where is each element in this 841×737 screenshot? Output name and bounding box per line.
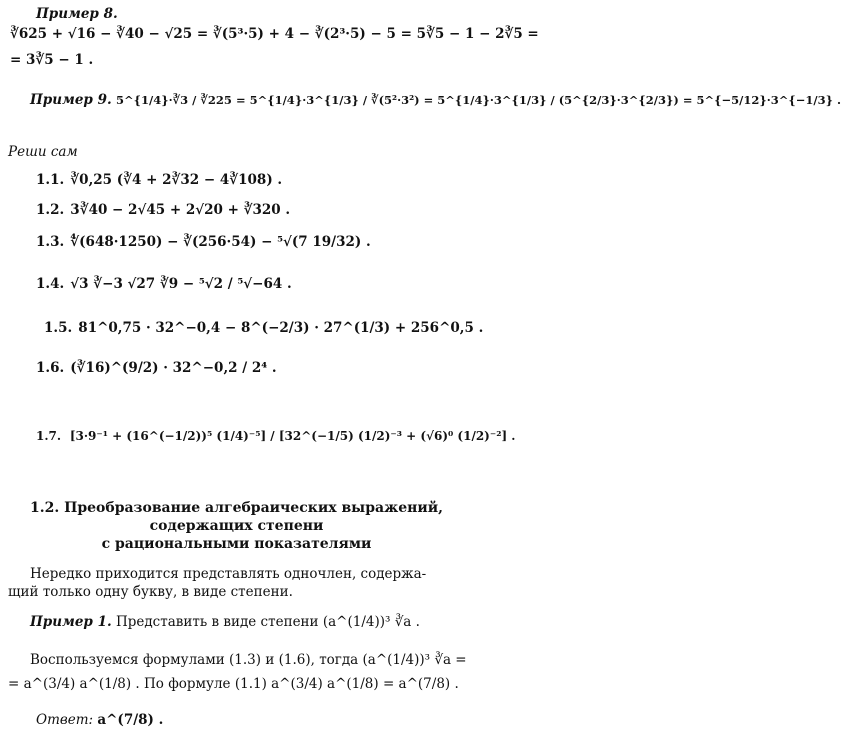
exercise-1-1 [36,172,282,188]
exercise-number: 1.4. [36,276,65,292]
exercise-expr: ∜(648·1250) − ∛(256·54) − ⁵√(7 19/32) . [70,234,371,250]
exercise-number: 1.2. [36,202,65,218]
exercise-number: 1.5. [44,320,73,336]
example8-line2: = 3∛5 − 1 . [10,52,94,68]
exercise-1-6 [36,360,277,376]
exercise-expr: 3∛40 − 2√45 + 2√20 + ∛320 . [70,202,291,218]
paragraph1-line1: Нередко приходится представлять одночлен, содержа- [30,566,427,582]
exercise-number: 1.6. [36,360,65,376]
example1 [30,614,420,630]
answer [36,712,163,728]
answer-label: Ответ: [36,712,94,728]
example9 [30,92,841,108]
exercise-expr: √3 ∛−3 √27 ∛9 − ⁵√2 / ⁵√−64 . [70,276,292,292]
exercise-expr: [3·9⁻¹ + (16^(−1/2))⁵ (1/4)⁻⁵] / [32^(−1/5) (1/2)⁻³ + (√6)⁰ (1/2)⁻²] . [69,429,516,443]
exercise-expr: (∛16)^(9/2) · 32^−0,2 / 2⁴ . [70,360,277,376]
paragraph2-line1: Воспользуемся формулами (1.3) и (1.6), тогда (a^(1/4))³ ∛a = [30,652,467,668]
answer-value: a^(7/8) . [97,712,164,728]
exercise-1-2 [36,202,290,218]
exercise-number: 1.3. [36,234,65,250]
paragraph2-line2: = a^(3/4) a^(1/8) . По формуле (1.1) a^(3/4) a^(1/8) = a^(7/8) . [8,676,459,692]
example1-label: Пример 1. [30,614,112,630]
exercise-expr: ∛0,25 (∛4 + 2∛32 − 4∛108) . [70,172,283,188]
exercise-number: 1.1. [36,172,65,188]
example9-expr: 5^{1/4}·∛3 / ∛225 = 5^{1/4}·3^{1/3} / ∛(5²·3²) = 5^{1/4}·3^{1/3} / (5^{2/3}·3^{2/3}) = 5^{−5/12}·3^{−1/3} . [115,93,841,107]
section-title-line3: с рациональными показателями [101,536,372,552]
paragraph1-line2: щий только одну букву, в виде степени. [8,584,293,600]
example8-line1: ∛625 + √16 − ∛40 − √25 = ∛(5³·5) + 4 − ∛(2³·5) − 5 = 5∛5 − 1 − 2∛5 = [10,26,539,42]
exercise-1-7 [36,428,516,444]
exercise-1-5 [44,320,483,336]
exercise-1-3 [36,234,371,250]
section-title-line2: содержащих степени [149,518,324,534]
exercise-1-4 [36,276,292,292]
exercise-expr: 81^0,75 · 32^−0,4 − 8^(−2/3) · 27^(1/3) + 256^0,5 . [78,320,484,336]
self-heading: Реши сам [8,144,78,160]
exercise-number: 1.7. [36,429,62,443]
example9-label: Пример 9. [30,92,112,108]
example1-text: Представить в виде степени (a^(1/4))³ ∛a . [115,614,420,630]
example8-label: Пример 8. [36,6,118,22]
section-title-line1: 1.2. Преобразование алгебраических выражений, [30,500,443,516]
